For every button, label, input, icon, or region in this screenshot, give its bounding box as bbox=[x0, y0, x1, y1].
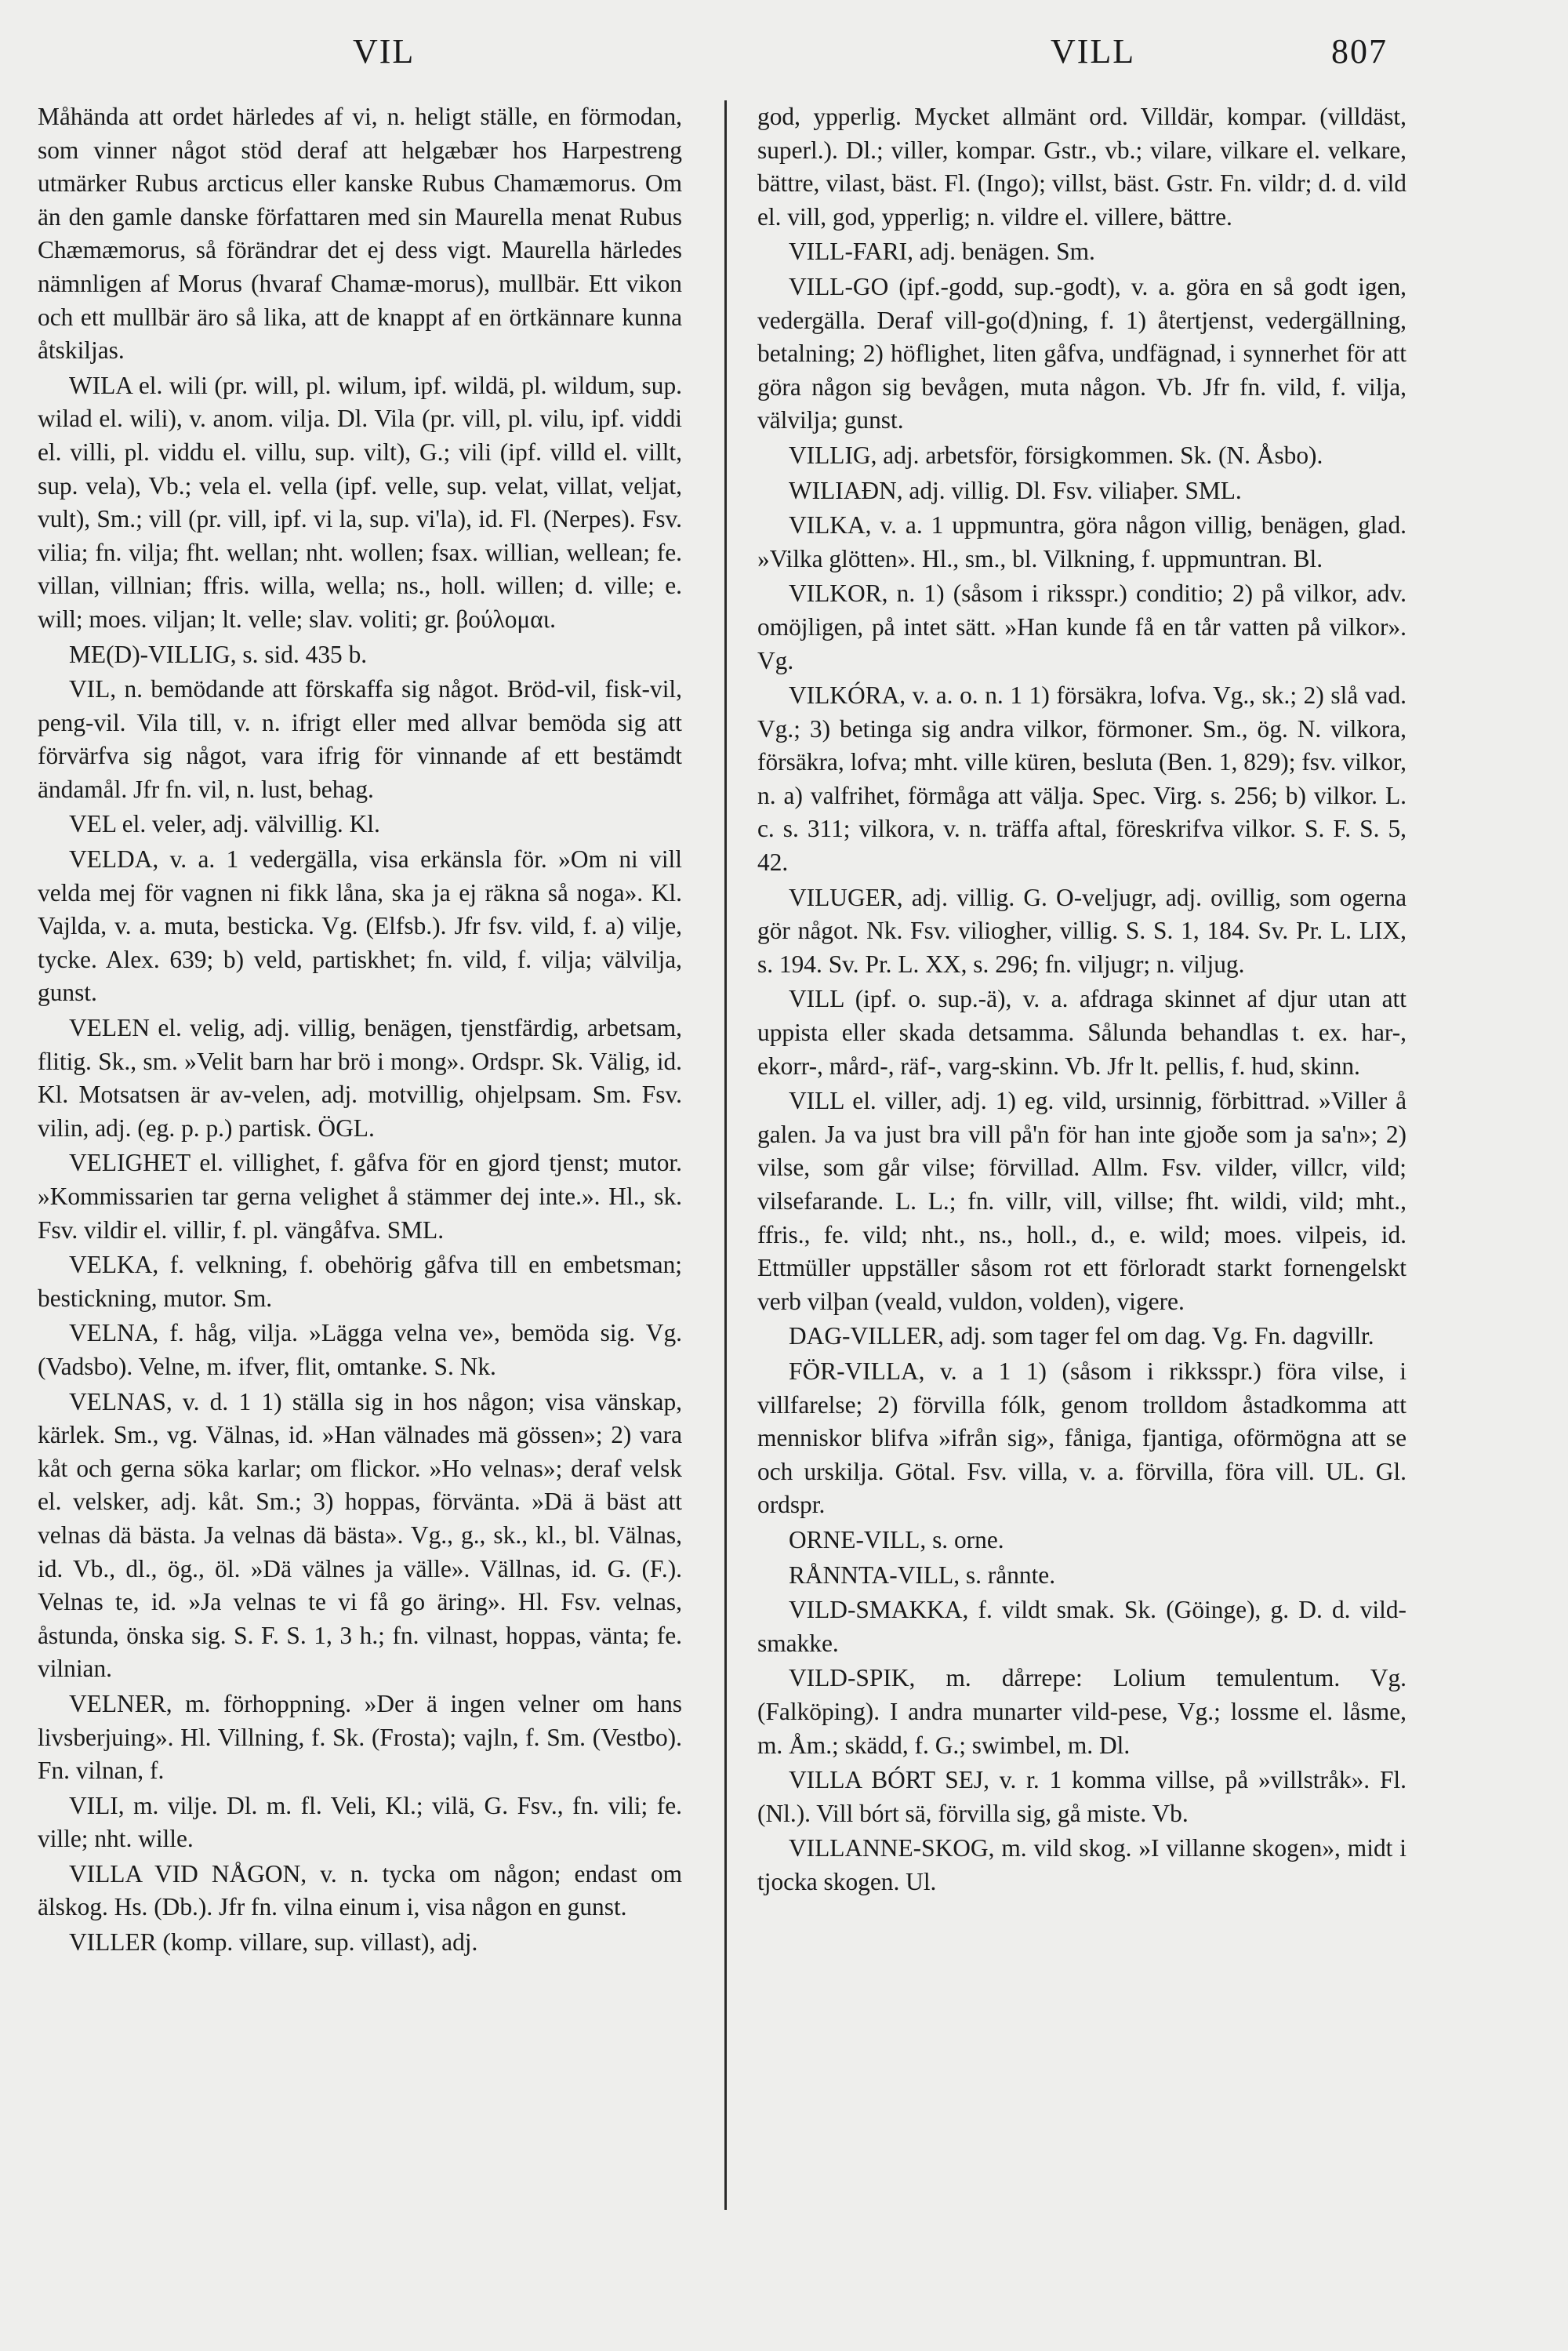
dictionary-entry: VILKOR, n. 1) (såsom i riksspr.) conditio; 2) på vilkor, adv. omöjligen, på intet sätt. »Han kunde få en tår vatten på vilkor». Vg. bbox=[757, 580, 1406, 674]
dictionary-entry: WILA el. wili (pr. will, pl. wilum, ipf. wildä, pl. wildum, sup. wilad el. wili), v. anom. vilja. Dl. Vila (pr. vill, pl. vilu, ipf. viddi el. villi, pl. viddu el. villu, sup. vilt), G.; vili (ipf. villd el. villt, sup. vela), Vb.; vela el. vella (ipf. velle, sup. velat, villat, veljat, vult), Sm.; vill (pr. vill, ipf. vi la, sup. vi'la), id. Fl. (Nerpes). Fsv. vilia; fn. vilja; fht. wellan; nht. wollen; fsax. willian, wellean; fe. villan, villnian; ffris. willa, wella; ns., holl. willen; d. ville; e. will; moes. viljan; lt. velle; slav. voliti; gr. βούλομαι. bbox=[38, 371, 682, 633]
dictionary-entry: VILD-SPIK, m. dårrepe: Lolium temulentum. Vg. (Falköping). I andra munarter vild-pese, Vg.; lossme el. låsme, m. Åm.; skädd, f. G.; swimbel, m. Dl. bbox=[757, 1664, 1406, 1759]
dictionary-entry: VIL, n. bemödande att förskaffa sig något. Bröd-vil, fisk-vil, peng-vil. Vila till, v. n. ifrigt eller med allvar bemöda sig att förvärfva sig något, vara ifrig för vinnande af ett bestämdt ändamål. Jfr fn. vil, n. lust, behag. bbox=[38, 675, 682, 803]
dictionary-entry: VELNAS, v. d. 1 1) ställa sig in hos någon; visa vänskap, kärlek. Sm., vg. Välnas, id. »Han välnades mä gössen»; 2) vara kåt och gerna söka karlar; om flickor. »Ho velnas»; deraf velsk el. velsker, adj. kåt. Sm.; 3) hoppas, förvänta. »Dä ä bäst att velnas dä bästa. Ja velnas dä bästa». Vg., g., sk., kl., bl. Välnas, id. Vb., dl., ög., öl. »Dä välnes ja välle». Vällnas, id. G. (F.). Velnas te, id. »Ja velnas te vi få go äring». Hl. Fsv. velnas, åstunda, önska sig. S. F. S. 1, 3 h.; fn. vilnast, hoppas, vänta; fe. vilnian. bbox=[38, 1387, 682, 1683]
header-guide-word-right: VILL bbox=[1051, 32, 1136, 71]
dictionary-entry: ORNE-VILL, s. orne. bbox=[789, 1525, 1004, 1553]
page-number: 807 bbox=[1331, 32, 1388, 71]
left-column bbox=[38, 100, 682, 1961]
page-header bbox=[94, 31, 1388, 86]
dictionary-entry: VELIGHET el. villighet, f. gåfva för en gjord tjenst; mutor. »Kommissarien tar gerna velighet å stämmer dej inte.». Hl., sk. Fsv. vildir el. villir, f. pl. vängåfva. SML. bbox=[38, 1149, 682, 1244]
dictionary-entry: VEL el. veler, adj. välvillig. Kl. bbox=[69, 810, 380, 838]
dictionary-entry: VILL-GO (ipf.-godd, sup.-godt), v. a. göra en så godt igen, vedergälla. Deraf vill-go(d)ning, f. 1) återtjenst, vedergällning, betalning; 2) höflighet, liten gåfva, undfägnad, i synnerhet för att göra någon sig bevågen, muta någon. Vb. Jfr fn. vild, f. vilja, välvilja; gunst. bbox=[757, 272, 1406, 434]
dictionary-entry: WILIAÐN, adj. villig. Dl. Fsv. viliaþer. SML. bbox=[789, 476, 1242, 504]
dictionary-entry: god, ypperlig. Mycket allmänt ord. Villdär, kompar. (villdäst, superl.). Dl.; viller, kompar. Gstr., vb.; vilare, vilkare el. velkare, bättre, vilast, bäst. Fl. (Ingo); villst, bäst. Gstr. Fn. vildr; d. d. vild el. vill, god, ypperlig; n. vildre el. villere, bättre. bbox=[757, 103, 1406, 231]
dictionary-entry: VILLA VID NÅGON, v. n. tycka om någon; endast om älskog. Hs. (Db.). Jfr fn. vilna einum i, visa någon en gunst. bbox=[38, 1859, 682, 1921]
dictionary-entry: Måhända att ordet härledes af vi, n. heligt ställe, en förmodan, som vinner något stöd deraf att helgæbær hos Harpestreng utmärker Rubus arcticus eller kanske Rubus Chamæmorus. Om än den gamle danske författaren med sin Maurella menat Rubus Chæmæmorus, så förändrar det ej dess vigt. Maurella härledes nämnligen af Morus (hvaraf Chamæ-morus), mullbär. Ett vikon och ett mullbär äro så lika, att de knappt af en örtkännare kunna åtskiljas. bbox=[38, 103, 682, 365]
dictionary-entry: VILKÓRA, v. a. o. n. 1 1) försäkra, lofva. Vg., sk.; 2) slå vad. Vg.; 3) betinga sig andra vilkor, förmoner. Sm., ög. N. vilkora, försäkra, lofva; mht. ville küren, besluta (Ben. 1, 829); fsv. vilkor, n. a) valfrihet, förmåga att välja. Spec. Virg. s. 256; b) vilkor. L. c. s. 311; vilkora, v. n. träffa aftal, föreskrifva vilkor. S. F. S. 5, 42. bbox=[757, 681, 1406, 877]
dictionary-entry: FÖR-VILLA, v. a 1 1) (såsom i rikksspr.) föra vilse, i villfarelse; 2) förvilla fólk, genom trolldom åstadkomma att menniskor blifva »ifrån sig», fåniga, fjantiga, oförmögna att se och urskilja. Götal. Fsv. villa, v. a. förvilla, föra vill. UL. Gl. ordspr. bbox=[757, 1357, 1406, 1519]
header-guide-word-left: VIL bbox=[353, 32, 416, 71]
dictionary-entry: VILL el. viller, adj. 1) eg. vild, ursinnig, förbittrad. »Viller å galen. Ja va just bra vill på'n för han inte gjoðe som ja sa'n»; 2) vilse, som går vilse; förvillad. Allm. Fsv. vilder, villcr, vild; vilsefarande. L. L.; fn. villr, vill, villse; fht. wildi, vild; mht., ffris., fe. vild; nht., ns., holl., d., e. wild; moes. vilpeis, id. Ettmüller uppställer såsom rot ett förloradt starkt fornengelskt verb vilþan (veald, vuldon, volden), vigere. bbox=[757, 1087, 1406, 1315]
dictionary-entry: VILLER (komp. villare, sup. villast), adj. bbox=[69, 1928, 478, 1957]
dictionary-entry: VELKA, f. velkning, f. obehörig gåfva till en embetsman; bestickning, mutor. Sm. bbox=[38, 1251, 682, 1312]
dictionary-entry: VILL (ipf. o. sup.-ä), v. a. afdraga skinnet af djur utan att uppista eller skada detsamma. Sålunda behandlas t. ex. har-, ekorr-, mård-, räf-, varg-skinn. Vb. Jfr lt. pellis, f. hud, skinn. bbox=[757, 985, 1406, 1080]
dictionary-entry: VILL-FARI, adj. benägen. Sm. bbox=[789, 238, 1095, 266]
dictionary-entry: ME(D)-VILLIG, s. sid. 435 b. bbox=[69, 640, 368, 668]
dictionary-entry: VELNA, f. håg, vilja. »Lägga velna ve», bemöda sig. Vg. (Vadsbo). Velne, m. ifver, flit, omtanke. S. Nk. bbox=[38, 1319, 682, 1380]
dictionary-entry: VILKA, v. a. 1 uppmuntra, göra någon villig, benägen, glad. »Vilka glötten». Hl., sm., bl. Vilkning, f. uppmuntran. Bl. bbox=[757, 511, 1406, 572]
column-divider bbox=[724, 100, 727, 2210]
dictionary-entry: VILI, m. vilje. Dl. m. fl. Veli, Kl.; vilä, G. Fsv., fn. vili; fe. ville; nht. wille. bbox=[38, 1791, 682, 1853]
dictionary-entry: VELEN el. velig, adj. villig, benägen, tjenstfärdig, arbetsam, flitig. Sk., sm. »Velit barn har brö i mong». Ordspr. Sk. Välig, id. Kl. Motsatsen är av-velen, adj. motvillig, ohjelpsam. Sm. Fsv. vilin, adj. (eg. p. p.) partisk. ÖGL. bbox=[38, 1014, 682, 1142]
dictionary-entry: VILUGER, adj. villig. G. O-veljugr, adj. ovillig, som ogerna gör något. Nk. Fsv. viliogher, villig. S. S. 1, 184. Sv. Pr. L. LIX, s. 194. Sv. Pr. L. XX, s. 296; fn. viljugr; n. viljug. bbox=[757, 883, 1406, 978]
dictionary-entry: VELDA, v. a. 1 vedergälla, visa erkänsla för. »Om ni vill velda mej för vagnen ni fikk låna, ska ja ej räkna så noga». Kl. Vajlda, v. a. muta, besticka. Vg. (Elfsb.). Jfr fsv. vild, f. a) vilje, tycke. Alex. 639; b) veld, partiskhet; fn. vild, f. vilja; välvilja, gunst. bbox=[38, 845, 682, 1007]
dictionary-entry: VILLIG, adj. arbetsför, försigkommen. Sk. (N. Åsbo). bbox=[789, 441, 1323, 469]
dictionary-entry: VILLANNE-SKOG, m. vild skog. »I villanne skogen», midt i tjocka skogen. Ul. bbox=[757, 1834, 1406, 1895]
right-column bbox=[757, 100, 1406, 1900]
dictionary-entry: DAG-VILLER, adj. som tager fel om dag. Vg. Fn. dagvillr. bbox=[789, 1322, 1374, 1350]
dictionary-entry: VELNER, m. förhoppning. »Der ä ingen velner om hans livsberjuing». Hl. Villning, f. Sk. (Frosta); vajln, f. Sm. (Vestbo). Fn. vilnan, f. bbox=[38, 1689, 682, 1785]
dictionary-entry: VILD-SMAKKA, f. vildt smak. Sk. (Göinge), g. D. d. vild-smakke. bbox=[757, 1596, 1406, 1657]
dictionary-entry: RÅNNTA-VILL, s. rånnte. bbox=[789, 1561, 1056, 1589]
dictionary-entry: VILLA BÓRT SEJ, v. r. 1 komma villse, på »villstråk». Fl. (Nl.). Vill bórt sä, förvilla sig, gå miste. Vb. bbox=[757, 1766, 1406, 1827]
